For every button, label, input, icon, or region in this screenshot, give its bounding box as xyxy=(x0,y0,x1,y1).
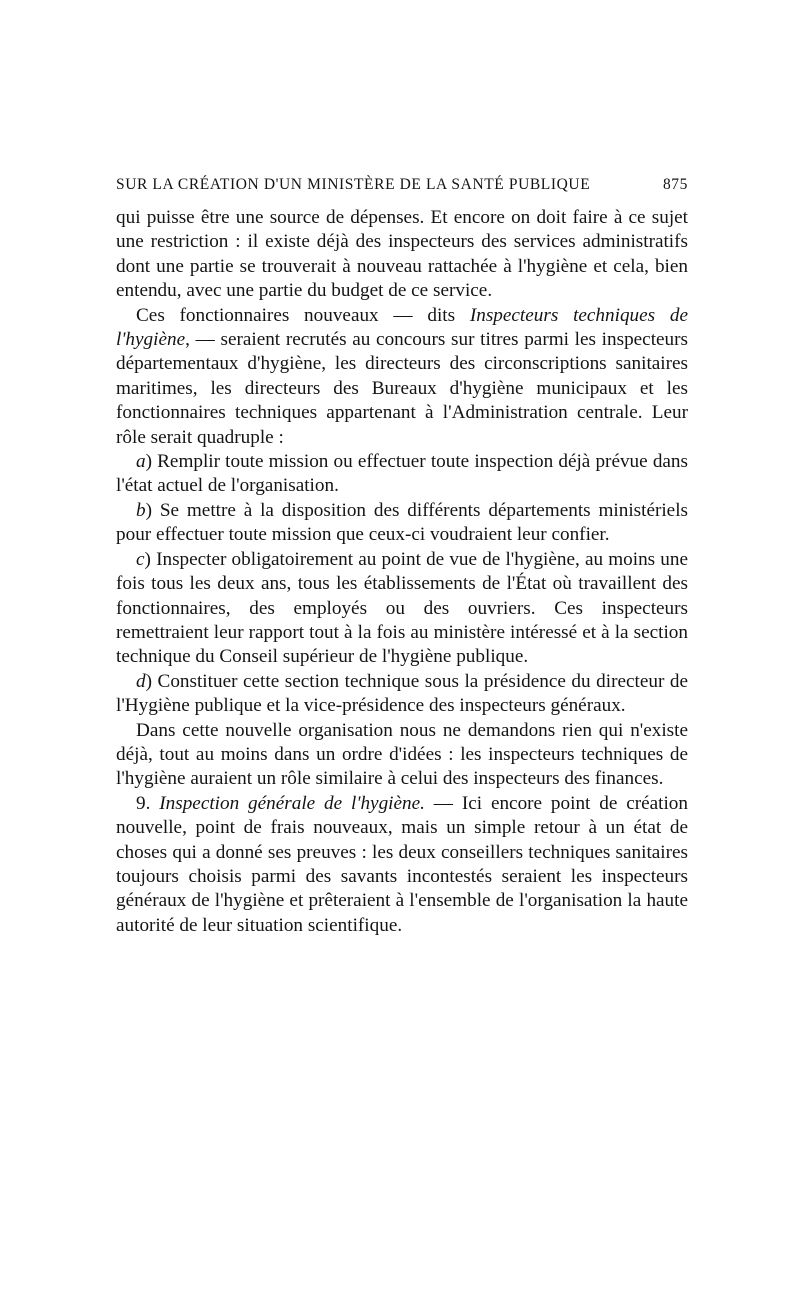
list-item-d: d) Constituer cette section technique sous la présidence du directeur de l'Hygiène publique et la vice-présidence des inspecteurs généraux. xyxy=(116,670,688,717)
paragraph-inspecteurs-techniques: Ces fonctionnaires nouveaux — dits Inspecteurs techniques de l'hygiène, — seraient recrutés au concours sur titres parmi les inspecteurs départementaux d'hygiène, les directeurs des circonscriptions sanitaires maritimes, les directeurs des Bureaux d'hygiène municipaux et les fonctionnaires techniques appartenant à l'Administration centrale. Leur rôle serait quadruple : xyxy=(116,304,688,448)
paragraph-intro: qui puisse être une source de dépenses. Et encore on doit faire à ce sujet une restriction : il existe déjà des inspecteurs des services administratifs dont une partie se trouverait à nouveau rattachée à l'hygiène et cela, bien entendu, avec une partie du budget de ce service. xyxy=(116,207,688,302)
emphasis-inspecteurs-techniques: Inspecteurs techniques de l'hygiène xyxy=(116,304,688,351)
running-header xyxy=(116,176,688,194)
paragraph-nouvelle-organisation: Dans cette nouvelle organisation nous ne demandons rien qui n'existe déjà, tout au moins dans un ordre d'idées : les inspecteurs techniques de l'hygiène auraient un rôle similaire à celui des inspecteurs des finances. xyxy=(116,719,688,790)
emphasis-inspection-generale: Inspection générale de l'hygiène. xyxy=(159,792,425,814)
paragraph-inspection-generale: 9. Inspection générale de l'hygiène. — Ici encore point de création nouvelle, point de frais nouveaux, mais un simple retour à un état de choses qui a donné ses preuves : les deux conseillers techniques sanitaires toujours choisis parmi des savants incontestés seraient les inspecteurs généraux de l'hygiène et prêteraient à l'ensemble de l'organisation la haute autorité de leur situation scientifique. xyxy=(116,792,688,936)
body-text xyxy=(116,206,688,938)
list-item-a: a) Remplir toute mission ou effectuer toute inspection déjà prévue dans l'état actuel de l'organisation. xyxy=(116,451,688,497)
running-title: SUR LA CRÉATION D'UN MINISTÈRE DE LA SANTÉ PUBLIQUE xyxy=(116,176,591,193)
list-item-b: b) Se mettre à la disposition des différents départements ministériels pour effectuer toute mission que ceux-ci voudraient leur confier. xyxy=(116,499,688,546)
list-item-c: c) Inspecter obligatoirement au point de vue de l'hygiène, au moins une fois tous les deux ans, tous les établissements de l'État où travaillent des fonctionnaires, des employés ou des ouvriers. Ces inspecteurs remettraient leur rapport tout à la fois au ministère intéressé et à la section technique du Conseil supérieur de l'hygiène publique. xyxy=(116,548,688,668)
page-number: 875 xyxy=(662,176,688,193)
